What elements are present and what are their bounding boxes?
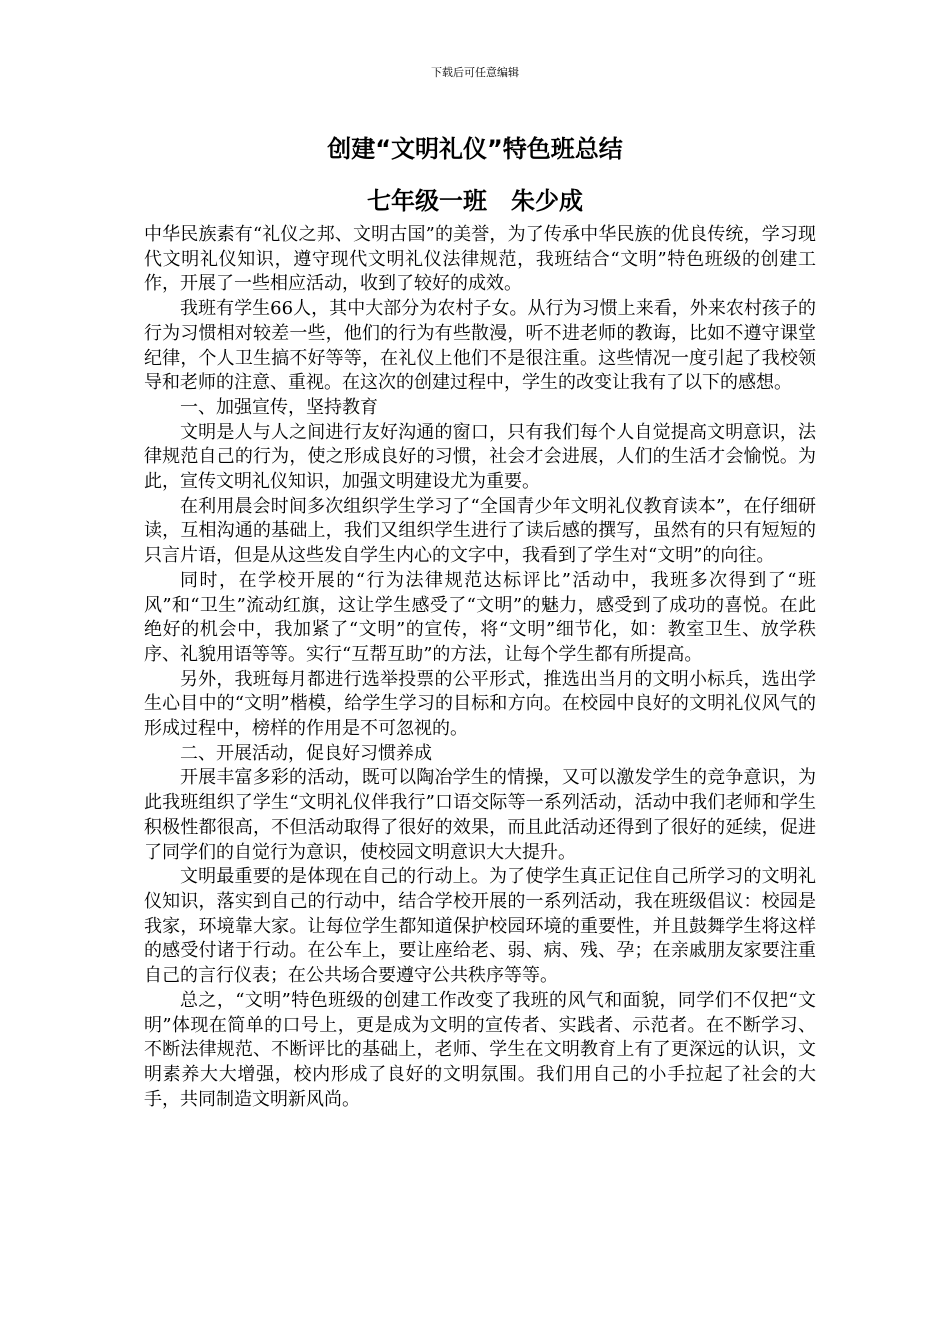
paragraph-monthly-vote: 另外，我班每月都进行选举投票的公平形式，推选出当月的文明小标兵，选出学生心目中的“文明”楷模，给学生学习的目标和方向。在校园中良好的文明礼仪风气的形成过程中，榜样的作用是不可忽视的。 bbox=[144, 668, 816, 740]
document-title: 创建“文明礼仪”特色班总结 bbox=[327, 135, 623, 163]
document-subtitle: 七年级一班 朱少成 bbox=[367, 187, 583, 215]
paragraph-intro: 中华民族素有“礼仪之邦、文明古国”的美誉，为了传承中华民族的优良传统，学习现代文明礼仪知识，遵守现代文明礼仪法律规范，我班结合“文明”特色班级的创建工作，开展了一些相应活动，收到了较好的成效。 bbox=[144, 224, 816, 295]
paragraph-red-flag: 同时，在学校开展的“行为法律规范达标评比”活动中，我班多次得到了“班风”和“卫生”流动红旗，这让学生感受了“文明”的魅力，感受到了成功的喜悦。在此绝好的机会中，我加紧了“文明”的宣传，将“文明”细节化，如：教室卫生、放学秩序、礼貌用语等等。实行“互帮互助”的方法，让每个学生都有所提高。 bbox=[144, 569, 816, 665]
page-header-note: 下载后可任意编辑 bbox=[431, 66, 519, 79]
paragraph-civility-window: 文明是人与人之间进行友好沟通的窗口，只有我们每个人自觉提高文明意识，法律规范自己的行为，使之形成良好的习惯，社会才会进展，人们的生活才会愉悦。为此，宣传文明礼仪知识，加强文明建设尤为重要。 bbox=[144, 421, 816, 493]
paragraph-morning-meeting: 在利用晨会时间多次组织学生学习了“全国青少年文明礼仪教育读本”，在仔细研读，互相沟通的基础上，我们又组织学生进行了读后感的撰写，虽然有的只有短短的只言片语，但是从这些发自学生内心的文字中，我看到了学生对“文明”的向往。 bbox=[144, 495, 816, 567]
document-body bbox=[144, 223, 816, 1112]
section-heading-1: 一、加强宣传，坚持教育 bbox=[180, 396, 378, 418]
paragraph-activities: 开展丰富多彩的活动，既可以陶冶学生的情操，又可以激发学生的竞争意识，为此我班组织了学生“文明礼仪伴我行”口语交际等一系列活动，活动中我们老师和学生积极性都很高，不但活动取得了很好的效果，而且此活动还得到了很好的延续，促进了同学们的自觉行为意识，使校园文明意识大大提升。 bbox=[144, 767, 816, 863]
paragraph-actions: 文明最重要的是体现在自己的行动上。为了使学生真正记住自己所学习的文明礼仪知识，落实到自己的行动中，结合学校开展的一系列活动，我在班级倡议：校园是我家，环境靠大家。让每位学生都知道保护校园环境的重要性，并且鼓舞学生将这样的感受付诸于行动。在公车上，要让座给老、弱、病、残、孕；在亲戚朋友家要注重自己的言行仪表；在公共场合要遵守公共秩序等等。 bbox=[144, 866, 816, 987]
paragraph-class-situation: 我班有学生66人，其中大部分为农村子女。从行为习惯上来看，外来农村孩子的行为习惯相对较差一些，他们的行为有些散漫，听不进老师的教诲，比如不遵守课堂纪律，个人卫生搞不好等等，在礼仪上他们不是很注重。这些情况一度引起了我校领导和老师的注意、重视。在这次的创建过程中，学生的改变让我有了以下的感想。 bbox=[144, 298, 816, 394]
section-heading-2: 二、开展活动，促良好习惯养成 bbox=[180, 742, 432, 764]
paragraph-conclusion: 总之，“文明”特色班级的创建工作改变了我班的风气和面貌，同学们不仅把“文明”体现在简单的口号上，更是成为文明的宣传者、实践者、示范者。在不断学习、不断法律规范、不断评比的基础上，老师、学生在文明教育上有了更深远的认识，文明素养大大增强，校内形成了良好的文明氛围。我们用自己的小手拉起了社会的大手，共同制造文明新风尚。 bbox=[144, 989, 816, 1110]
